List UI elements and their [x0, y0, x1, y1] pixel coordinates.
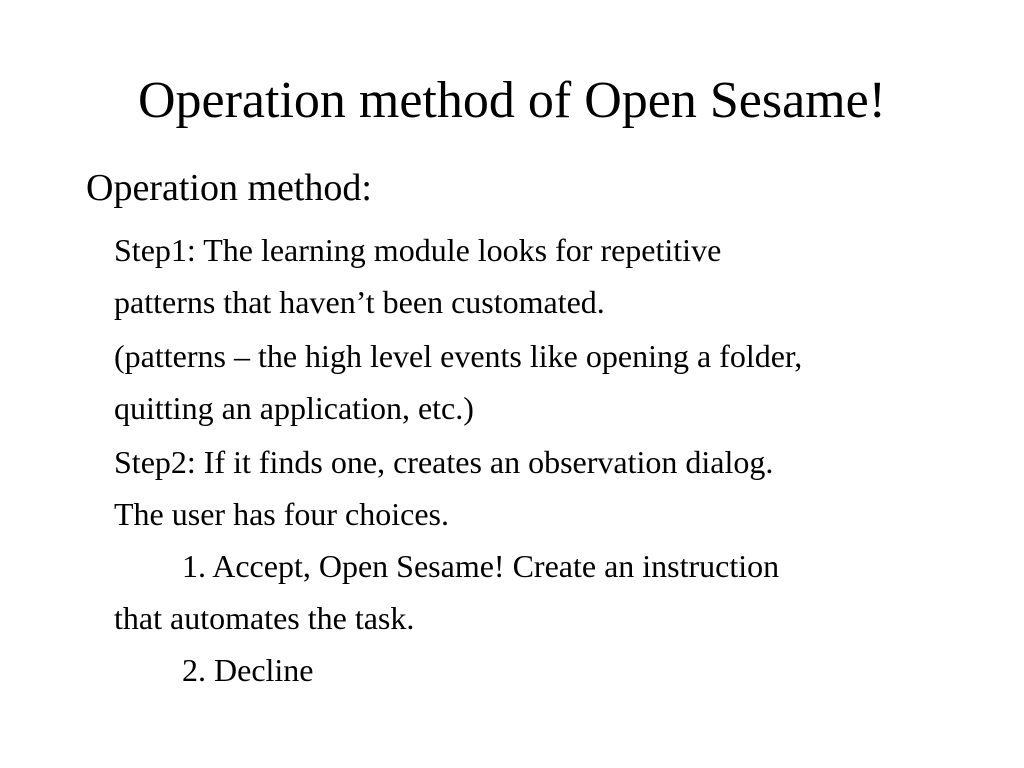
- patterns-note-paragraph: [114, 330, 984, 434]
- patterns-note-line-1: (patterns – the high level events like opening a folder,: [114, 338, 803, 374]
- choice-decline-line: 2. Decline: [182, 652, 314, 688]
- step1-line-1: Step1: The learning module looks for repetitive: [114, 232, 722, 268]
- choice-decline-paragraph: [114, 644, 984, 696]
- slide-title: Operation method of Open Sesame!: [137, 72, 886, 129]
- choice-accept-line-1: 1. Accept, Open Sesame! Create an instruction: [182, 548, 780, 584]
- section-heading: Operation method:: [86, 167, 372, 209]
- choice-accept-line-2: that automates the task.: [114, 600, 415, 636]
- step1-paragraph: [114, 224, 984, 328]
- step2-line-2: The user has four choices.: [114, 496, 449, 532]
- step2-paragraph: [114, 436, 984, 540]
- step2-line-1: Step2: If it finds one, creates an observation dialog.: [114, 444, 774, 480]
- patterns-note-line-2: quitting an application, etc.): [114, 390, 474, 426]
- step1-line-2: patterns that haven’t been customated.: [114, 284, 605, 320]
- choice-accept-paragraph: [114, 540, 984, 644]
